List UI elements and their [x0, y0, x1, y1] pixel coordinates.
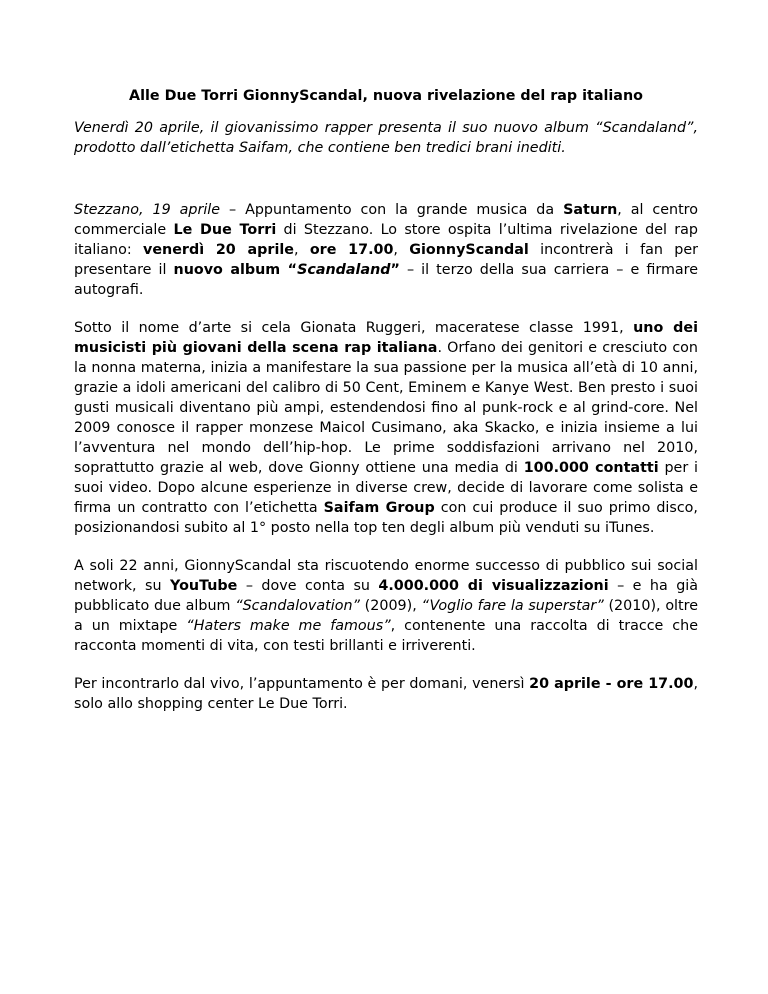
text: (2009),: [359, 598, 422, 614]
text: per i suoi video. Dopo alcune esperienze in diverse crew, decide di lavorare come solista e firma un contratto con l’etichetta: [74, 460, 699, 516]
highlight-contacts: 100.000 contatti: [523, 460, 659, 476]
text: Per incontrarlo dal vivo, l’appuntamento è per domani, venersì: [74, 676, 530, 692]
store-name: Saturn: [563, 202, 618, 218]
views-count: 4.000.000 di visualizzazioni: [378, 578, 609, 594]
event-time: ore 17.00: [309, 242, 394, 258]
event-date: venerdì 20 aprile: [143, 242, 294, 258]
label-name: Saifam Group: [323, 500, 435, 516]
text: , solo allo shopping center Le Due Torri.: [74, 676, 698, 712]
subtitle: Venerdì 20 aprile, il giovanissimo rapper presenta il suo nuovo album “Scandaland”, prodotto dall’etichetta Saifam, che contiene ben tredici brani inediti.: [74, 120, 698, 156]
album-scandalovation: “Scandalovation”: [235, 598, 360, 614]
text: . Orfano dei genitori e cresciuto con la nonna materna, inizia a manifestare la sua passione per la musica all’età di 10 anni, grazie a idoli americani del calibro di 50 Cent, Eminem e Kanye West. Ben presto i suoi gusti musicali diventano più ampi, estendendosi fino al punk-rock e al grind-core. Nel 2009 conosce il rapper monzese Maicol Cusimano, aka Skacko, e inizia insieme a lui l’avventura nel mondo dell’hip-hop. Le prime soddisfazioni arrivano nel 2010, soprattutto grazie al web, dove Gionny ottiene una media di: [74, 340, 698, 476]
artist-name: GionnyScandal: [409, 242, 529, 258]
paragraph-success: [74, 556, 698, 656]
album-title: Scandaland: [297, 262, 391, 278]
highlight: uno dei musicisti più giovani della scena rap italiana: [74, 320, 698, 356]
text: , al centro commerciale: [74, 202, 698, 238]
album-label: nuovo album “: [173, 262, 298, 278]
text: di Stezzano. Lo store ospita l’ultima rivelazione del rap italiano:: [74, 222, 698, 258]
mall-name: Le Due Torri: [173, 222, 277, 238]
quote-close: ”: [390, 262, 400, 278]
text: incontrerà i fan per presentare il: [74, 242, 699, 278]
text: , contenente una raccolta di tracce che racconta momenti di vita, con testi brillanti e irriverenti.: [74, 618, 698, 654]
paragraph-biography: [74, 318, 698, 538]
text: ,: [293, 242, 310, 258]
event-datetime: 20 aprile - ore 17.00: [529, 676, 694, 692]
mixtape-title: “Haters make me famous”: [186, 618, 391, 634]
album-superstar: “Voglio fare la superstar”: [421, 598, 604, 614]
page-title: Alle Due Torri GionnyScandal, nuova rivelazione del rap italiano: [129, 88, 643, 104]
text: con cui produce il suo primo disco, posizionandosi subito al 1° posto nella top ten degli album più venduti su iTunes.: [74, 500, 698, 536]
text: Sotto il nome d’arte si cela Gionata Ruggeri, maceratese classe 1991,: [74, 320, 634, 336]
paragraph-closing: [74, 674, 698, 714]
text: ,: [393, 242, 410, 258]
dateline: Stezzano, 19 aprile: [74, 202, 221, 218]
text: A soli 22 anni, GionnyScandal sta riscuotendo enorme successo di pubblico sui social network, su: [74, 558, 698, 594]
text: – Appuntamento con la grande musica da: [220, 202, 564, 218]
platform-name: YouTube: [170, 578, 238, 594]
text: – dove conta su: [237, 578, 379, 594]
paragraph-announcement: [74, 200, 698, 300]
press-release: [74, 86, 698, 714]
text: (2010), oltre a un mixtape: [74, 598, 698, 634]
text: – e ha già pubblicato due album: [74, 578, 698, 614]
text: – il terzo della sua carriera – e firmare autografi.: [74, 262, 698, 298]
